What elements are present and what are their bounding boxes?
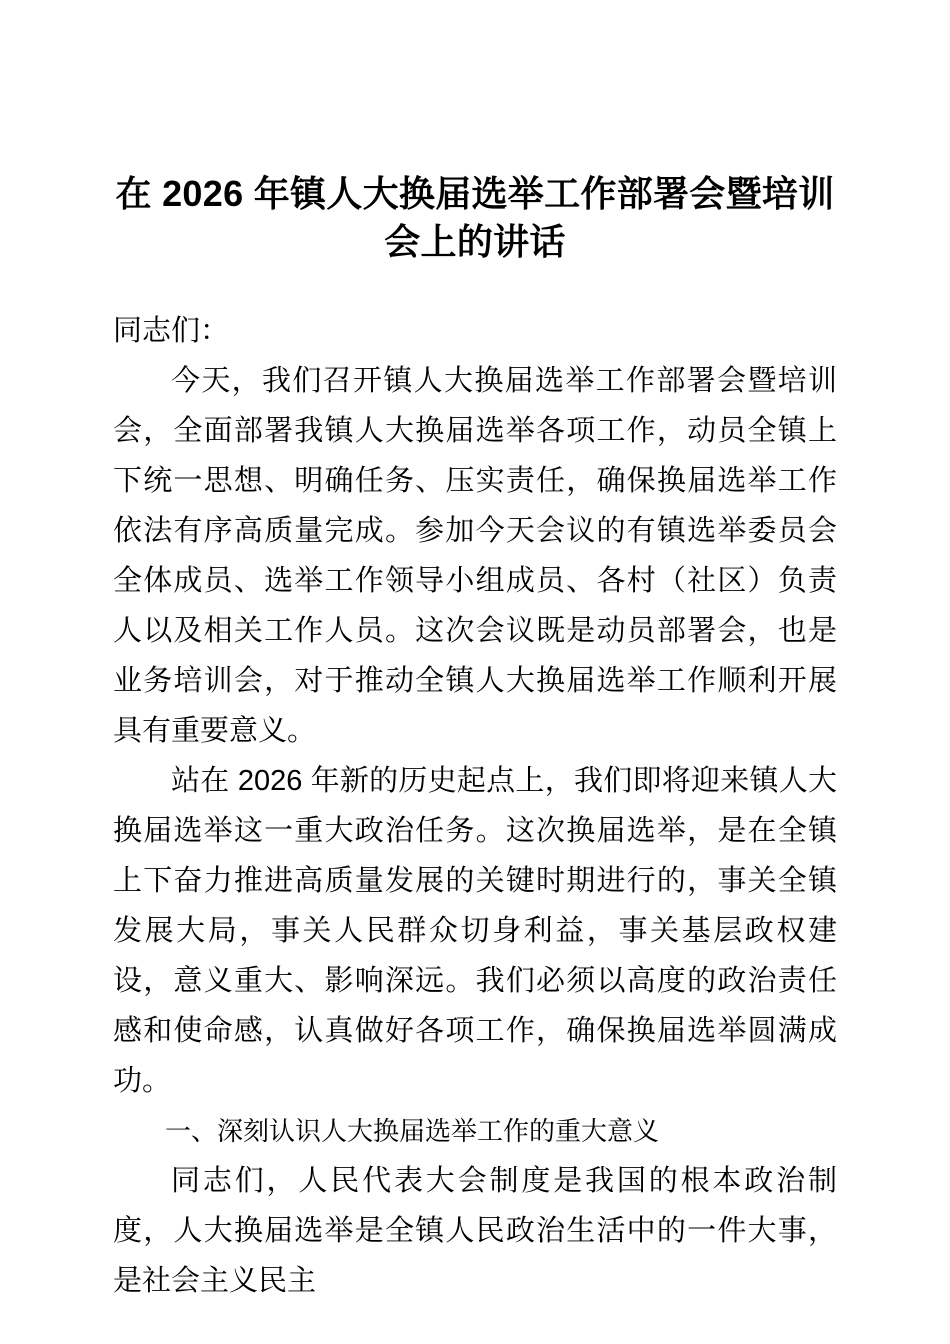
page-title: 在 2026 年镇人大换届选举工作部署会暨培训会上的讲话 xyxy=(115,173,835,262)
document-content xyxy=(113,0,837,1306)
body-paragraph-2: 站在 2026 年新的历史起点上，我们即将迎来镇人大换届选举这一重大政治任务。这次换届选举，是在全镇上下奋力推进高质量发展的关键时期进行的，事关全镇发展大局，事关人民群众切身利益，事关基层政权建设，意义重大、影响深远。我们必须以高度的政治责任感和使命感，认真做好各项工作，确保换届选举圆满成功。 xyxy=(113,765,837,1097)
section-paragraph-1: 同志们，人民代表大会制度是我国的根本政治制度，人大换届选举是全镇人民政治生活中的一件大事，是社会主义民主 xyxy=(113,1165,837,1297)
salutation-line: 同志们： xyxy=(113,315,230,347)
section-heading-1: 一、深刻认识人大换届选举工作的重大意义 xyxy=(165,1116,660,1146)
body-paragraph-1: 今天，我们召开镇人大换届选举工作部署会暨培训会，全面部署我镇人大换届选举各项工作，动员全镇上下统一思想、明确任务、压实责任，确保换届选举工作依法有序高质量完成。参加今天会议的有镇选举委员会全体成员、选举工作领导小组成员、各村（社区）负责人以及相关工作人员。这次会议既是动员部署会，也是业务培训会，对于推动全镇人大换届选举工作顺利开展具有重要意义。 xyxy=(113,365,837,747)
